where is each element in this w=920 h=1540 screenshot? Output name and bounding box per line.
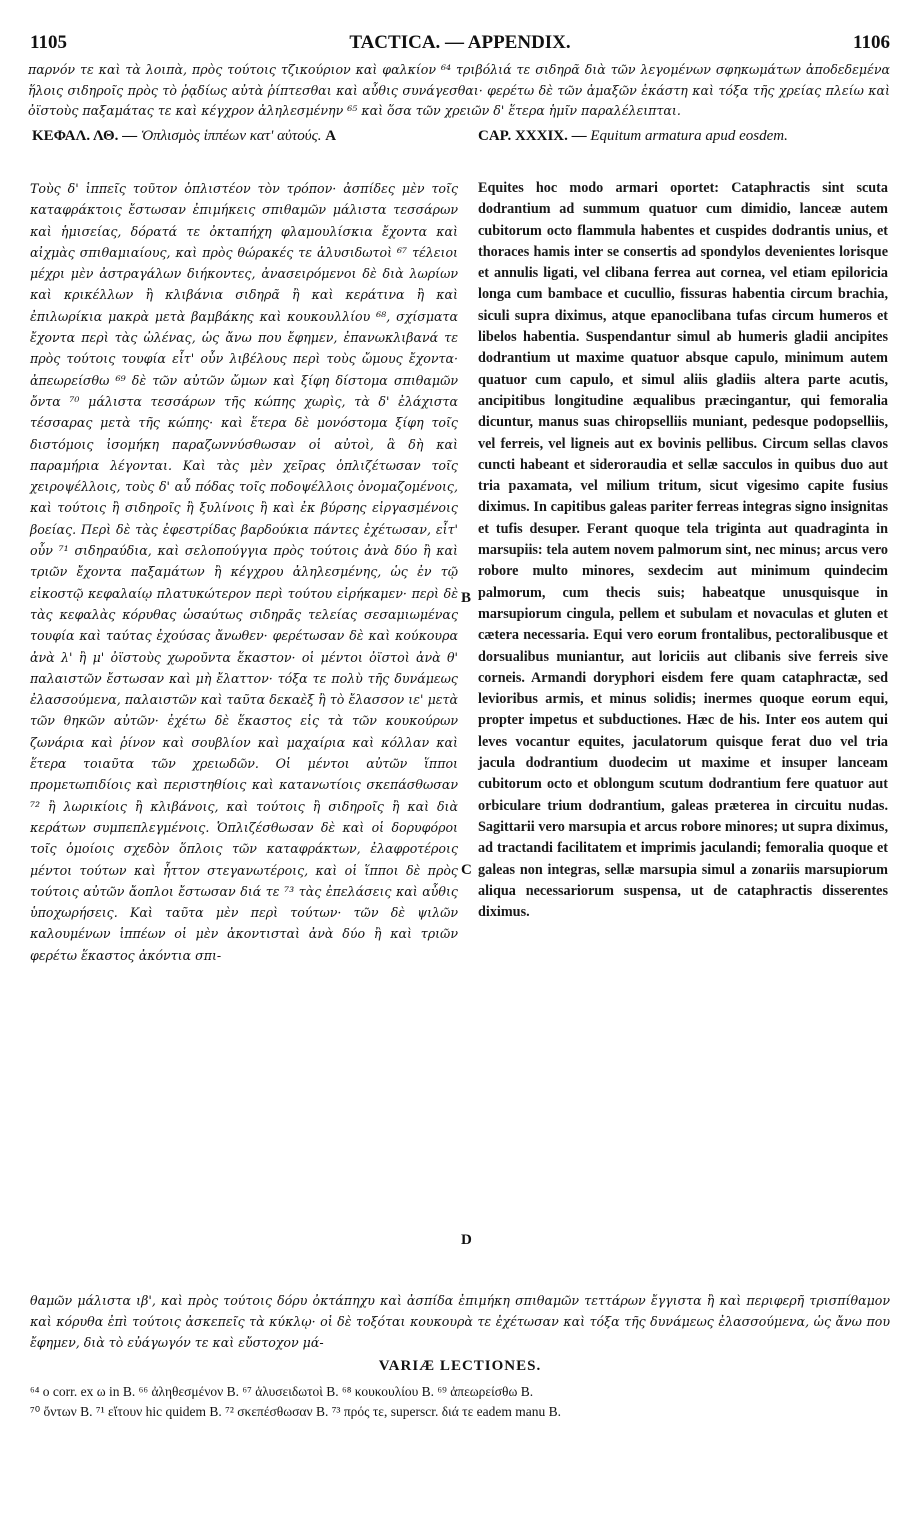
greek-column: [30, 178, 458, 966]
chapter-title-latin: Equitum armatura apud eosdem.: [590, 128, 788, 144]
marker-d: D: [461, 1232, 472, 1248]
chapter-number-greek: ΚΕΦΑΛ. ΛΘ. —: [32, 128, 138, 144]
variae-lectiones-text: ⁶⁴ ο corr. ex ω in B. ⁶⁶ ἀληθεσμένον B. ⁶⁷ ἁλυσειδωτοὶ B. ⁶⁸ κουκουλίου B. ⁶⁹ ἀπεωρείσθω B. ⁷⁰ ὄντων B. ⁷¹ εἴτουν hic quidem B. ⁷² σκεπέσθωσαν B. ⁷³ πρός τε, superscr. διά τε eadem manu B.: [30, 1384, 561, 1419]
top-greek-text: παρνόν τε καὶ τὰ λοιπὰ, πρὸς τούτοις τζικούριον καὶ φαλκίον ⁶⁴ τριβόλιά τε σιδηρᾶ διὰ τῶν λεγομένων σφηκωμάτων ἀποδεδεμένα ἥλοις σιδηροῖς πρὸς τὸ ῥᾳδίως αὐτὰ ῥίπτεσθαι καὶ αὖθις συνάγεσθαι· φερέτω δὲ τῶν ἁμαξῶν ἑκάστη καὶ τόξα τῆς χρείας πλείω καὶ ὀϊστοὺς παξαμάτας τε καὶ κέγχρον ἀληλεσμένην ⁶⁵ καὶ ὅσα τῶν χρειῶν δ' ἕτερα ἡμῖν παραλέλειπται.: [28, 62, 890, 118]
chapter-heading-greek: [32, 128, 472, 170]
chapter-number-latin: CAP. XXXIX. —: [478, 128, 587, 144]
bottom-greek-text: θαμῶν μάλιστα ιβ', καὶ πρὸς τούτοις δόρυ ὀκτάπηχυ καὶ ἀσπίδα ἐπιμήκη σπιθαμῶν τεττάρων ἔγγιστα ἢ καὶ περιφερῆ τρισπίθαμον καὶ κόρυθα ἐπὶ τούτοις ἀσκεπεῖς τὰ κύκλῳ· οἱ δὲ τοξόται κουκουρὰ τε ἐχέτωσαν καὶ τόξα τῆς δυνάμεως ἐλασσούμενα, ὡς ἄνω που ἔφημεν, διὰ τὸ εὐάγωγόν τε καὶ εὔστοχον μά-: [30, 1293, 890, 1350]
variae-lectiones-title: VARIÆ LECTIONES.: [378, 1358, 542, 1374]
latin-column: [478, 178, 888, 923]
marker-c: C: [461, 862, 472, 878]
chapter-title-greek: Ὁπλισμὸς ἱππέων κατ' αὐτούς.: [140, 128, 322, 144]
marker-b: B: [461, 590, 472, 606]
chapter-heading-latin: [478, 128, 888, 170]
left-page-number: 1105: [30, 32, 67, 53]
greek-paragraph: Τοὺς δ' ἱππεῖς τοῦτον ὁπλιστέον τὸν τρόπον· ἀσπίδες μὲν τοῖς καταφράκτοις ἔστωσαν ἐπιμήκεις σπιθαμῶν μάλιστα τεσσάρων καὶ ἡμισείας, δόρατά τε ὀκταπήχη φλαμουλίσκια ἔχοντα καὶ αἰχμὰς σπιθαμιαίους, καὶ πρὸς θώρακές τε ἁλυσιδωτοὶ ⁶⁷ τέλειοι μέχρι μὲν ἀστραγάλων διήκοντες, ἀνασειρόμενοι δὲ διὰ λωρίων καὶ κρικέλλων ἢ κλιβάνια σιδηρᾶ ἢ καὶ κεράτινα ἢ καὶ ἐπιλωρίκια μακρὰ μετὰ βαμβάκης καὶ κουκουλλίου ⁶⁸, σχίσματα ἔχοντα περὶ τὰς ὠλένας, ὡς ἄνω που ἔφημεν, ἐπανωκλιβανά τε πρὸς τούτοις τουφία εἶτ' οὖν λιβέλους περὶ τοὺς ὤμους ἔχοντα· ἀπεωρείσθω ⁶⁹ δὲ τῶν αὐτῶν ὤμων καὶ ξίφη δίστομα σπιθαμῶν ὄντα ⁷⁰ μάλιστα τεσσάρων τῆς κώπης χωρὶς, τὰ δ' ἐλάχιστα τέσσαρας μετὰ τῆς κώπης· καὶ ἕτερα δὲ μονόστομα ξίφη τοῖς διστόμοις ἰσομήκη παραζωννύσθωσαν οἱ αὐτοὶ, ἃ δὴ καὶ παραμήρια λέγονται. Καὶ τὰς μὲν χεῖρας ὁπλιζέτωσαν τοῖς χειροψέλλοις, τοὺς δ' αὖ πόδας τοῖς ποδοψέλλοις ὀνομαζομένοις, καὶ τούτοις ἢ σιδηροῖς ἢ ξυλίνοις ἢ καὶ ἐκ βύρσης εἰργασμένοις βοείας. Περὶ δὲ τὰς ἐφεστρίδας βαρδούκια πάντες ἐχέτωσαν, εἶτ' οὖν ⁷¹ σιδηραύδια, καὶ σελοπούγγια πρὸς τούτοις ἀνὰ δύο ἢ καὶ τριῶν ἔχοντα παξαμάτων ἢ κέγχρου ἀληλεσμένης, ὡς ἐν τῷ εἰκοστῷ κεφαλαίῳ πλατυκώτερον περὶ τούτου εἰρήκαμεν· περὶ δὲ τὰς κεφαλὰς κόρυθας ὡσαύτως σιδηρᾶς τελείας σεσαμιωμένας τουφία καὶ ταύτας ἐχούσας ἄνωθεν· φερέτωσαν δὲ καὶ κούκουρα ἀνὰ λ' ἢ μ' ὀϊστοὺς χωροῦντα ἕκαστον· οἱ μέντοι ὀϊστοὶ ἀνὰ θ' παλαιστῶν ἔστωσαν καὶ μὴ ἔλαττον· τόξα τε πολὺ τῆς δυνάμεως ἐλασσούμενα, παλαιστῶν καὶ ταῦτα δεκαὲξ ἢ τὸ ἔλασσον ιε' μετὰ τῶν θηκῶν αὐτῶν· ἐχέτω δὲ ἕκαστος εἰς τὰ τῶν κουκούρων ζωνάρια καὶ ῥίνον καὶ σουβλίον καὶ μαχαίρια καὶ κόλλαν καὶ ἕτερα τοιαῦτα τῶν χρειωδῶν. Οἱ μέντοι αὐτῶν ἵπποι προμετωπιδίοις καὶ περιστηθίοις καὶ κατανωτίοις σκεπάσθωσαν ⁷² ἢ λωρικίοις ἢ κλιβάνοις, καὶ τούτοις ἢ σιδηροῖς ἢ καὶ διὰ κεράτων συμπεπλεγμένοις. Ὁπλιζέσθωσαν δὲ καὶ οἱ δορυφόροι τοῖς ὁμοίοις σχεδὸν ὅπλοις τῶν καταφράκτων, ἐλαφροτέροις μέντοι τούτων καὶ ἧττον στεγανωτέροις, καὶ οἱ ἵπποι δὲ πρὸς τούτοις αὐτῶν ἄοπλοι ἔστωσαν διά τε ⁷³ τὰς ἐπελάσεις καὶ αὖθις ὑποχωρήσεις. Καὶ ταῦτα μὲν περὶ τούτων· τῶν δὲ ψιλῶν καλουμένων ἱππέων οἱ μὲν ἀκοντισταὶ ἀνὰ δύο ἢ καὶ τριῶν φερέτω ἕκαστος ἀκόντια σπι-: [30, 181, 458, 963]
latin-paragraph: Equites hoc modo armari oportet: Cataphractis sint scuta dodrantium ad summum quatuor cum dimidio, lanceæ autem cubitorum octo flammula habentes et cuspides dodrantis unius, et thoraces hamis inter se consertis ad spondylos devenientes lorisque et annulis ligati, vel clibana ferrea aut cornea, vel etiam epiloricia longa cum bambace et cucullio, fissuras habentia circum brachia, siculi supra diximus, atque epanoclibana tufas circum humeros et libelos habentia. Suspendantur simul ab humeris gladii ancipites dodrantium ut maxime quatuor absque capulo, minimum autem quatuor cum capulo, et simul aliis gladiis altera parte acutis, ancipitibus longitudine æqualibus præcingantur, qui femoralia dicuntur, manus suas chiropselliis muniant, pedesque podopselliis, vel ferreis, vel ligneis aut ex bovinis pellibus. Circum sellas clavos cuncti habeant et sideroraudia et sellæ sacculos in quibus duo aut tria paxamata, vel milium tritum, sicut vigesimo capite fusius diximus. In capitibus galeas pariter ferreas integras signo insignitas et tufis desuper. Ferant quoque tela triginta aut quadraginta in marsupiis: tela autem novem palmorum sint, nec minus; arcus vero robore multo minores, sexdecim aut minimum quindecim palmorum, cum thecis suis; habeatque unusquisque in marsupiorum cingula, pellem et subulam et novaculas et gluten et cætera necessaria. Equi vero eorum frontalibus, pectoralibusque et dorsualibus muniantur, aut loriciis aut clibanis sive ferreis sive corneis. Armandi doryphori eisdem fere quam cataphractæ, sed levioribus armis, et minus solidis; inermes quoque eorum equi, propter impetus et subductiones. Hæc de his. Inter eos autem qui leves vocantur equites, jaculatorum quisque ferat duo vel tria jacula dodrantium duodecim ut maxime et insuper lanceam cubitorum octo et oblongum scutum dodrantium fere quatuor aut orbiculare trium dodrantium, galeas præterea in circuitu nudas. Sagittarii vero marsupia et arcus robore minores; ut supra diximus, ad tractandi facilitatem et imprimis jaculandi; femoralia quoque et galeas non integras, sellæ marsupia simul a zonariis marsupiorum aliqua necessariorum suspensa, ut de cataphractis disserentes diximus.: [478, 180, 888, 921]
running-title: TACTICA. — APPENDIX.: [349, 32, 571, 53]
marker-a: A: [325, 128, 337, 144]
right-page-number: 1106: [853, 32, 890, 53]
running-header: [30, 30, 890, 56]
